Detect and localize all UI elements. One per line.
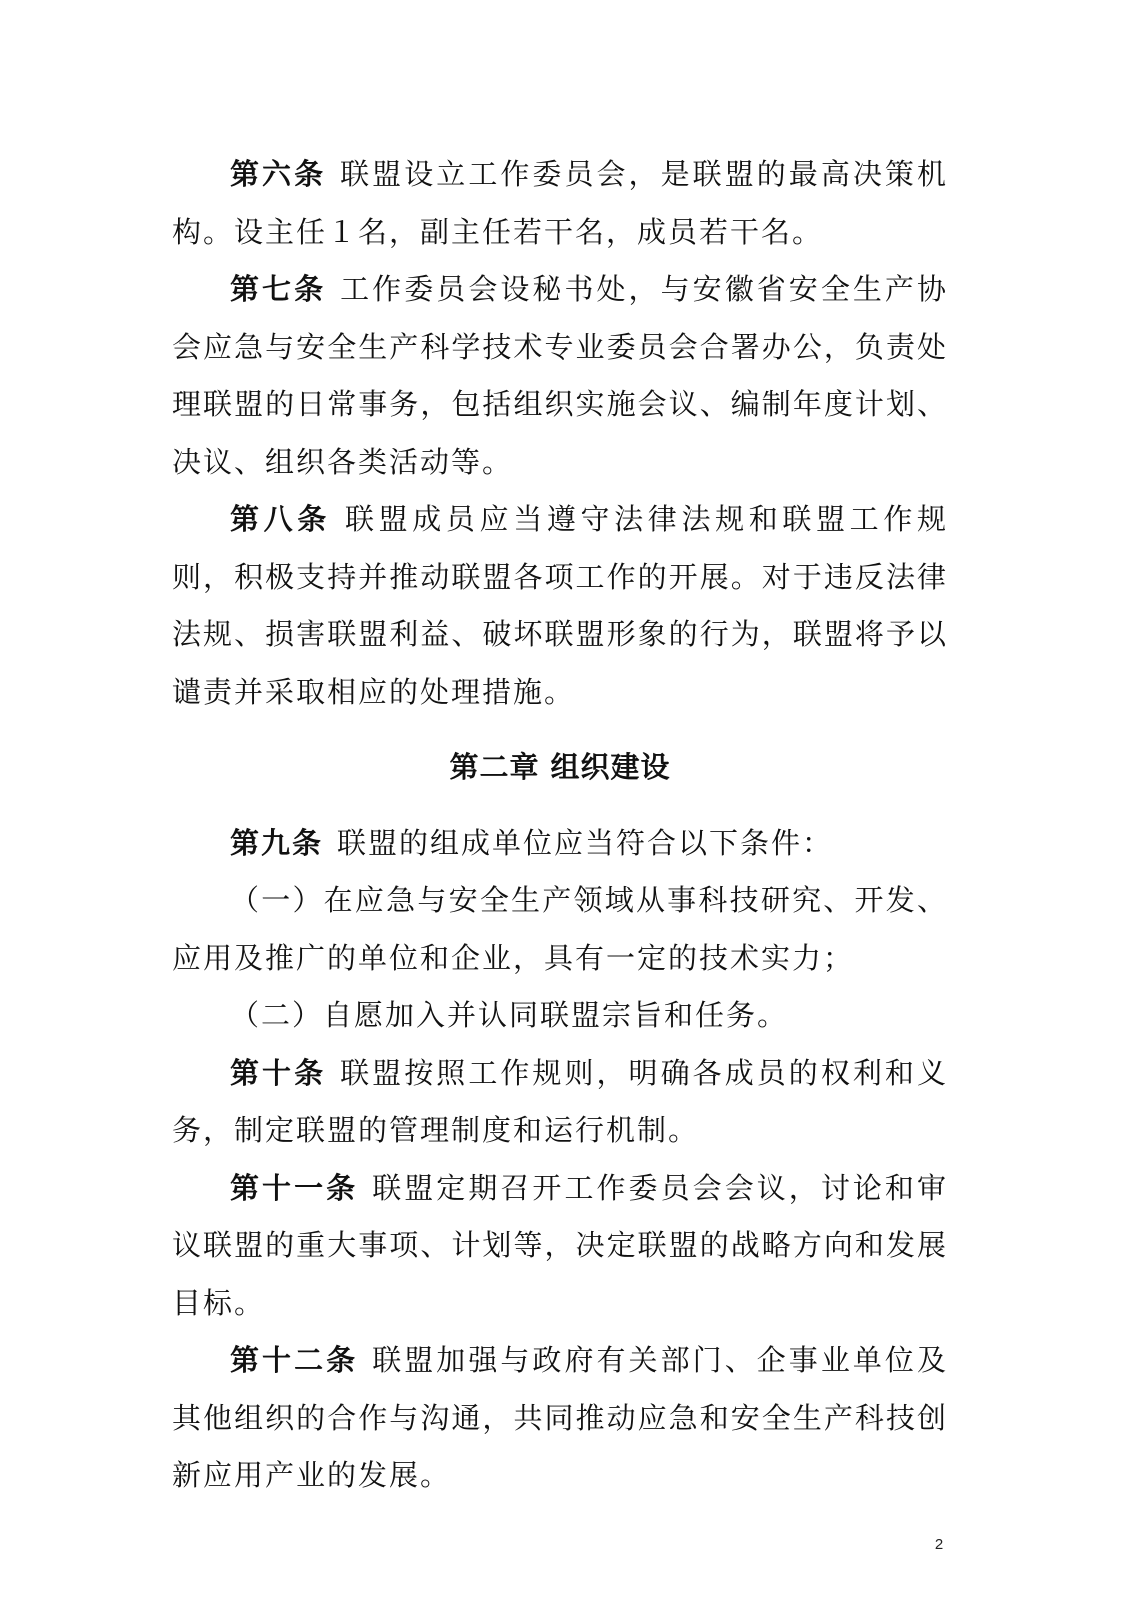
article-12 — [172, 1332, 948, 1505]
article-text: 联盟按照工作规则，明确各成员的权利和义务，制定联盟的管理制度和运行机制。 — [172, 1055, 948, 1147]
article-7 — [172, 261, 948, 491]
article-9 — [172, 815, 948, 873]
article-10 — [172, 1045, 948, 1160]
article-label: 第十条 — [230, 1055, 327, 1090]
article-8 — [172, 491, 948, 721]
article-text: 联盟设立工作委员会，是联盟的最高决策机构。设主任１名，副主任若干名，成员若干名。 — [172, 157, 948, 249]
article-text: 联盟的组成单位应当符合以下条件： — [337, 825, 834, 860]
article-label: 第九条 — [230, 825, 324, 860]
document-body — [172, 146, 948, 1505]
article-text: 联盟加强与政府有关部门、企事业单位及其他组织的合作与沟通，共同推动应急和安全生产科技创新应用产业的发展。 — [172, 1343, 948, 1492]
article-label: 第十二条 — [230, 1343, 359, 1377]
page-number: 2 — [934, 1536, 944, 1553]
article-text: 联盟定期召开工作委员会会议，讨论和审议联盟的重大事项、计划等，决定联盟的战略方向和发展目标。 — [172, 1170, 948, 1320]
condition-text: （一）在应急与安全生产领域从事科技研究、开发、应用及推广的单位和企业，具有一定的技术实力； — [172, 883, 948, 975]
condition-item-2 — [172, 987, 948, 1045]
article-label: 第八条 — [230, 502, 331, 536]
article-label: 第六条 — [230, 157, 327, 191]
article-6 — [172, 146, 948, 261]
condition-text: （二）自愿加入并认同联盟宗旨和任务。 — [230, 998, 789, 1032]
article-text: 工作委员会设秘书处，与安徽省安全生产协会应急与安全生产科学技术专业委员会合署办公，负责处理联盟的日常事务，包括组织实施会议、编制年度计划、决议、组织各类活动等。 — [172, 272, 948, 479]
article-label: 第七条 — [230, 272, 327, 306]
article-11 — [172, 1160, 948, 1333]
condition-item-1 — [172, 872, 948, 987]
chapter-heading: 第二章 组织建设 — [449, 750, 671, 784]
article-label: 第十一条 — [230, 1170, 359, 1205]
article-text: 联盟成员应当遵守法律法规和联盟工作规则，积极支持并推动联盟各项工作的开展。对于违反法律法规、损害联盟利益、破坏联盟形象的行为，联盟将予以谴责并采取相应的处理措施。 — [172, 502, 948, 709]
